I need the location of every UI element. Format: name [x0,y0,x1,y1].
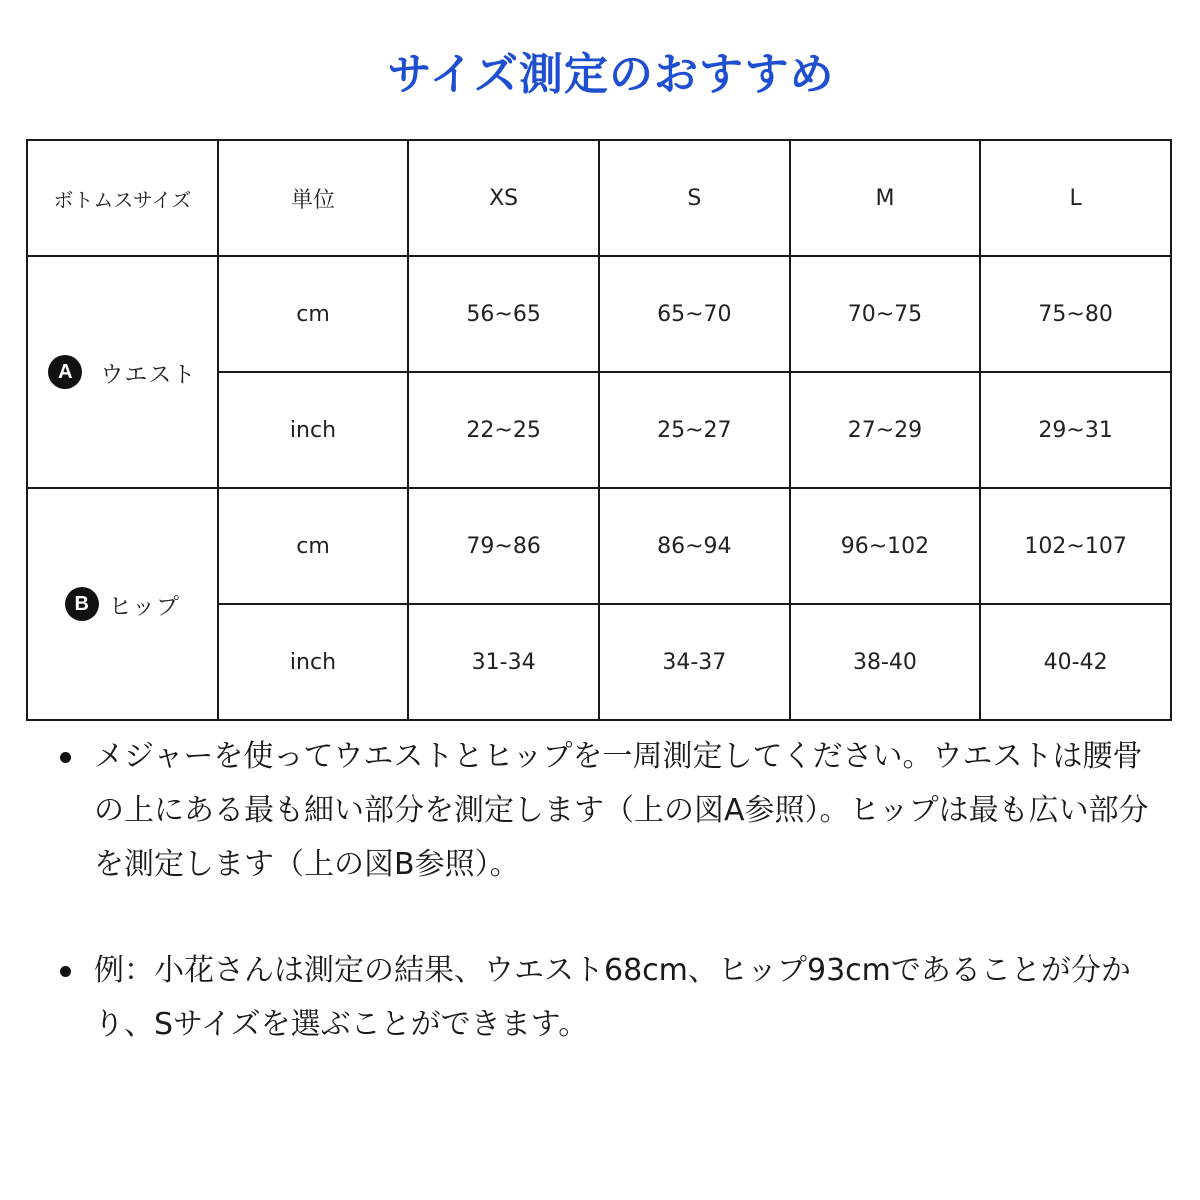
note-item [60,944,1160,1052]
row-label-hip [27,488,218,720]
note-text: 例：小花さんは測定の結果、ウエスト68cm、ヒップ93cmであることが分かり、Sサイズを選ぶことができます。 [94,953,1131,1042]
value-cell: 29~31 [980,372,1171,488]
note-text: メジャーを使ってウエストとヒップを一周測定してください。ウエストは腰骨の上にある最も細い部分を測定します（上の図A参照）。ヒップは最も広い部分を測定します（上の図B参照）。 [94,739,1149,882]
badge-a-icon: A [48,355,82,389]
header-size-xs: XS [408,140,599,256]
page-title: サイズ測定のおすすめ [387,49,835,100]
value-cell: 31-34 [408,604,599,720]
value-cell: 27~29 [790,372,981,488]
value-cell: 34-37 [599,604,790,720]
value-cell: 22~25 [408,372,599,488]
value-cell: 96~102 [790,488,981,604]
unit-cell: inch [218,372,409,488]
hip-label: ヒップ [108,593,180,620]
unit-cell: cm [218,488,409,604]
size-chart-table [26,139,1172,721]
header-size-m: M [790,140,981,256]
table-row-waist-cm [27,256,1171,372]
value-cell: 40-42 [980,604,1171,720]
value-cell: 25~27 [599,372,790,488]
bullet-icon [60,752,71,763]
table-row-hip-cm [27,488,1171,604]
value-cell: 102~107 [980,488,1171,604]
waist-label: ウエスト [100,361,197,388]
value-cell: 56~65 [408,256,599,372]
row-label-waist [27,256,218,488]
table-header-row [27,140,1171,256]
measurement-notes [60,730,1160,1052]
note-item [60,730,1160,892]
value-cell: 38-40 [790,604,981,720]
header-size-l: L [980,140,1171,256]
header-bottoms-size: ボトムスサイズ [27,140,218,256]
unit-cell: cm [218,256,409,372]
value-cell: 75~80 [980,256,1171,372]
bullet-icon [60,966,71,977]
header-size-s: S [599,140,790,256]
header-unit: 単位 [218,140,409,256]
value-cell: 70~75 [790,256,981,372]
value-cell: 65~70 [599,256,790,372]
value-cell: 79~86 [408,488,599,604]
value-cell: 86~94 [599,488,790,604]
unit-cell: inch [218,604,409,720]
badge-b-icon: B [65,587,99,621]
